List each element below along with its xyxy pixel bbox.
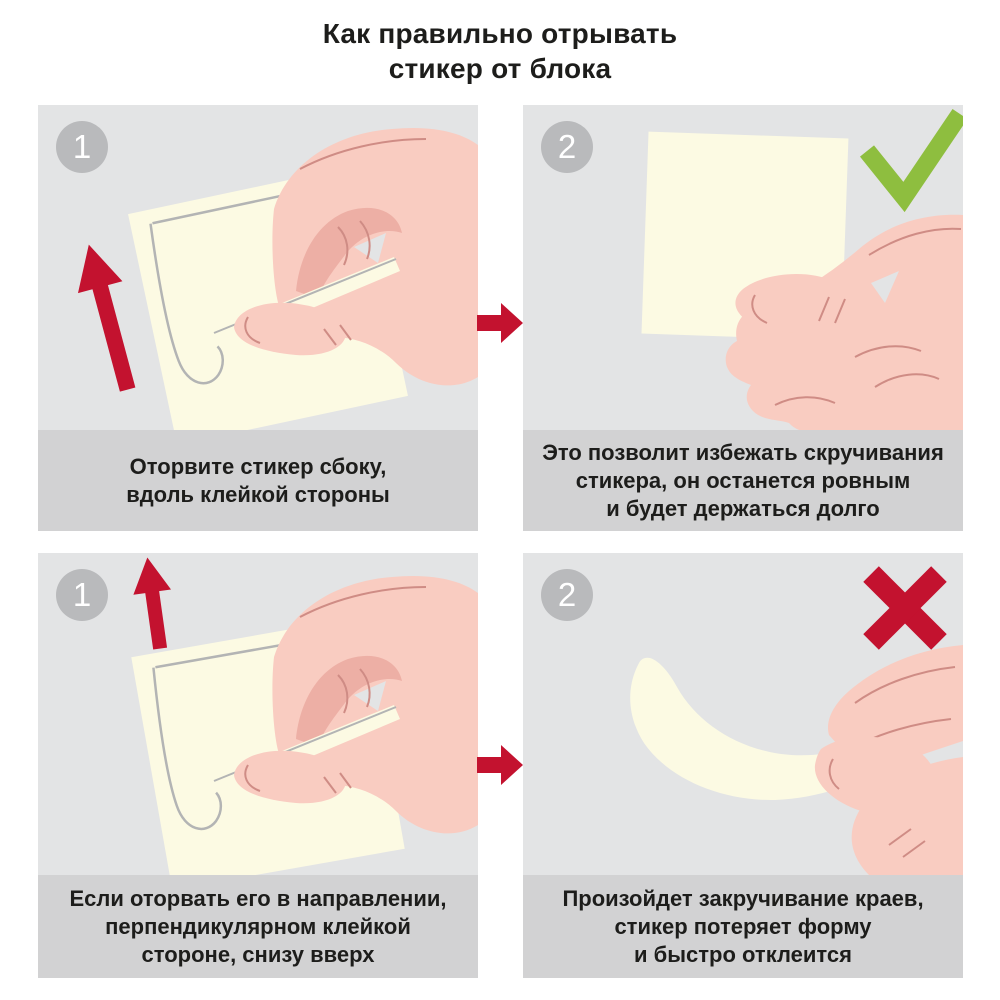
right-arrow-icon (477, 743, 523, 787)
caption-line: Если оторвать его в направлении, (69, 885, 447, 911)
caption-line: вдоль клейкой стороны (126, 481, 390, 507)
checkmark-icon (867, 114, 960, 197)
panel-correct-step1-illustration (38, 105, 478, 430)
title-line-1: Как правильно отрывать (322, 18, 678, 49)
right-arrow-icon (477, 301, 523, 345)
panel-wrong-result-illustration (523, 553, 963, 875)
panel-correct-result-caption (523, 430, 963, 531)
caption-line: Оторвите стикер сбоку, (129, 453, 387, 479)
panel-correct-step1-caption (38, 430, 478, 531)
panel-wrong-step1-caption (38, 875, 478, 978)
step-number-badge: 2 (541, 121, 593, 173)
step-number-badge: 1 (56, 121, 108, 173)
page-title (0, 16, 1000, 86)
title-line-2: стикер от блока (388, 53, 612, 84)
caption-line: Произойдет закручивание краев, (562, 885, 924, 911)
up-arrow-icon (129, 555, 179, 651)
caption-line: стикера, он останется ровным (575, 467, 911, 493)
caption-line: стикер потеряет форму (614, 913, 872, 939)
hand-graphic (815, 645, 963, 875)
caption-line: стороне, снизу вверх (141, 941, 375, 967)
panel-correct-result-illustration (523, 105, 963, 430)
caption-line: и будет держаться долго (606, 495, 880, 521)
step-number-badge: 1 (56, 569, 108, 621)
panel-wrong-result-caption (523, 875, 963, 978)
caption-line: и быстро отклеится (634, 941, 852, 967)
panel-wrong-step1-illustration (38, 553, 478, 875)
up-arrow-icon (67, 239, 150, 396)
caption-line: Это позволит избежать скручивания (542, 439, 944, 465)
step-number-badge: 2 (541, 569, 593, 621)
caption-line: перпендикулярном клейкой (105, 913, 411, 939)
